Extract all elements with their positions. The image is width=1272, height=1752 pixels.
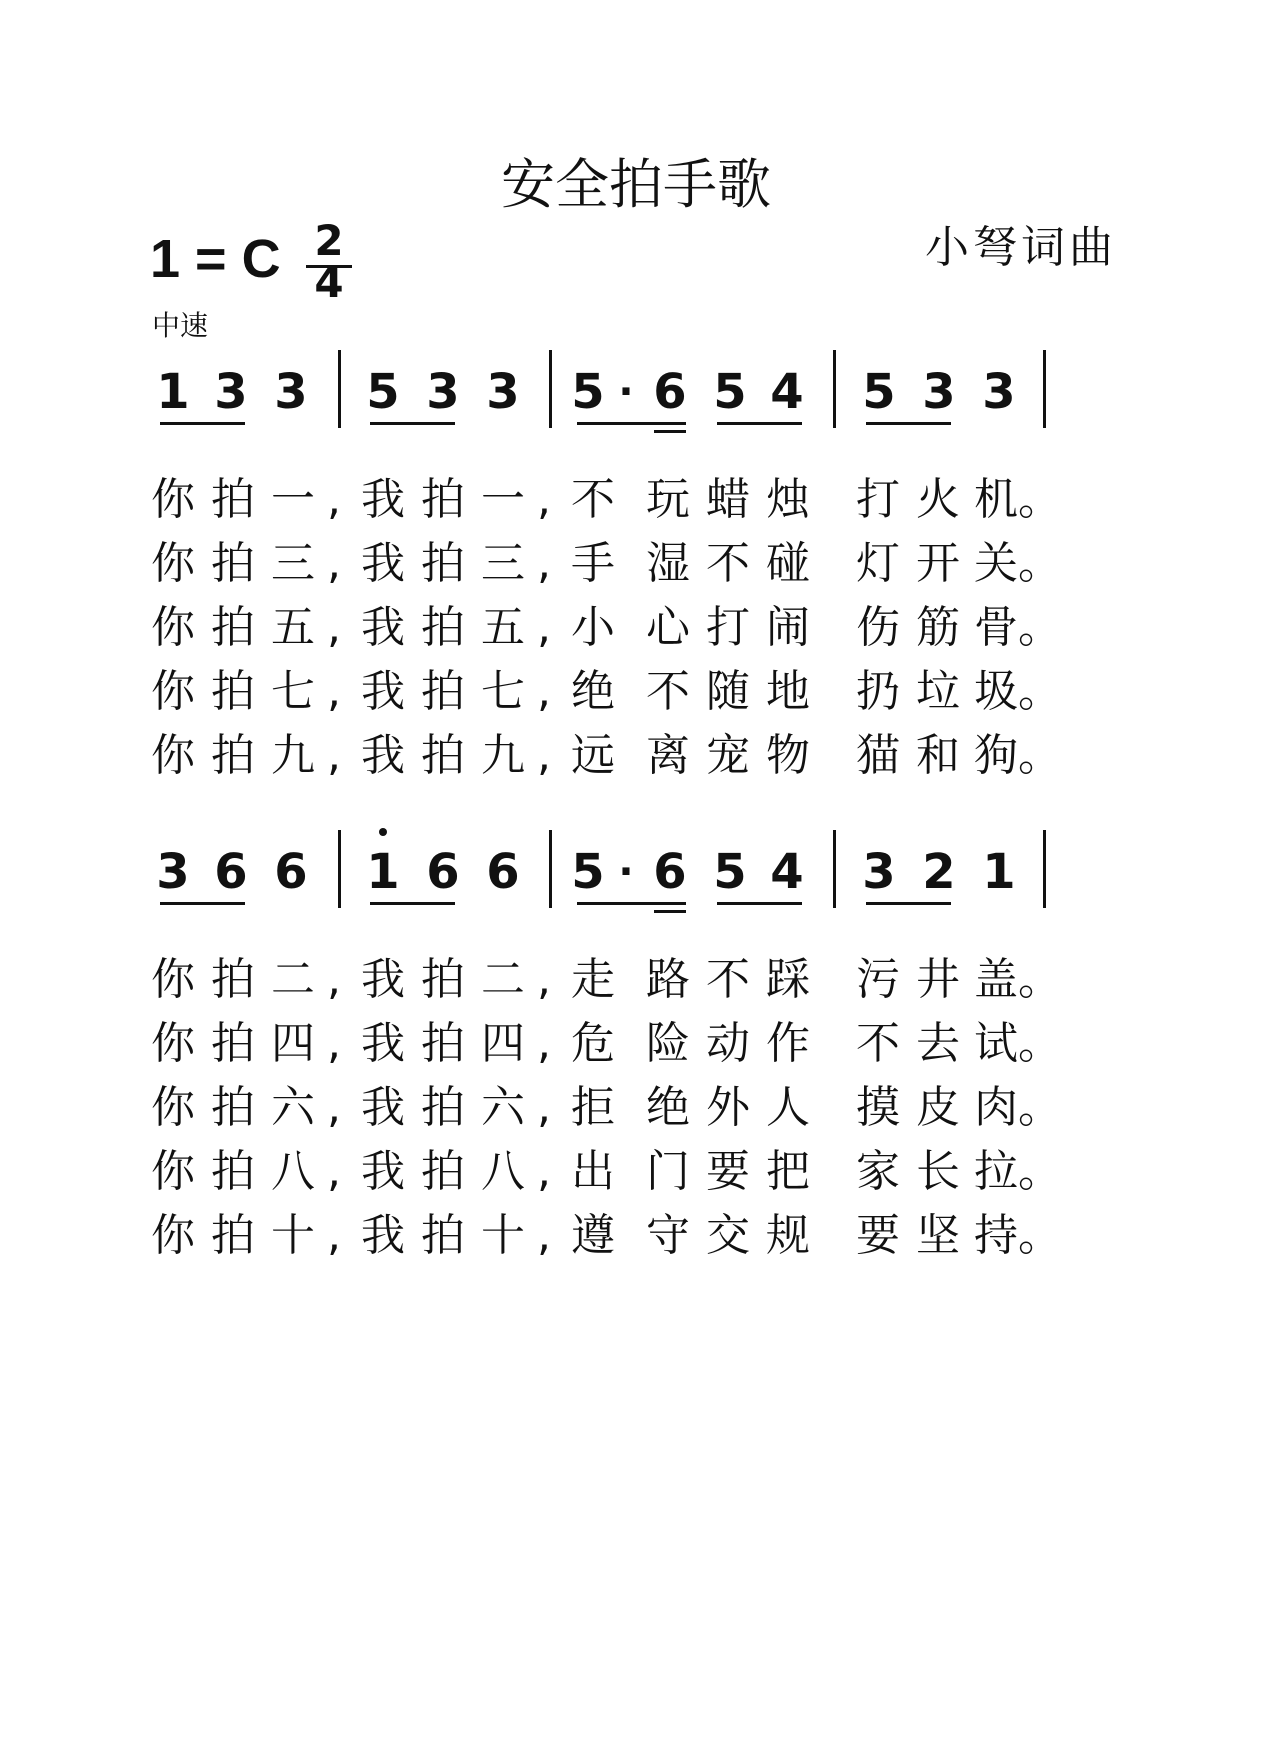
lyric-comma: ,: [327, 1146, 341, 1197]
lyric-char: 拍: [421, 666, 465, 717]
jianpu-note: 5: [571, 844, 605, 900]
jianpu-note: 3: [214, 364, 248, 420]
lyric-char: 烛: [766, 474, 810, 525]
lyric-char: 湿: [646, 538, 690, 589]
lyric-char: 手: [571, 538, 615, 589]
lyric-char: 十: [271, 1210, 315, 1261]
lyric-char: 你: [151, 602, 195, 653]
sixteenth-note-underline: [654, 430, 686, 433]
lyric-char: 动: [706, 1018, 750, 1069]
lyric-comma: ,: [327, 954, 341, 1005]
song-title: 安全拍手歌: [501, 153, 771, 216]
lyric-char: 拍: [211, 1146, 255, 1197]
jianpu-note: 2: [922, 844, 956, 900]
jianpu-note: 5: [713, 844, 747, 900]
bar-line: [1043, 350, 1046, 428]
lyric-char: 七: [481, 666, 525, 717]
lyric-char: 拍: [211, 730, 255, 781]
lyric-char: 肉。: [974, 1082, 1062, 1133]
eighth-note-underline: [370, 422, 455, 425]
lyric-char: 拍: [421, 474, 465, 525]
lyric-char: 门: [646, 1146, 690, 1197]
time-signature-denominator: 4: [314, 258, 344, 307]
composer-credit: 小弩词曲: [925, 222, 1117, 273]
jianpu-note: 3: [156, 844, 190, 900]
lyric-char: 摸: [856, 1082, 900, 1133]
lyric-char: 拍: [211, 1018, 255, 1069]
lyric-char: 九: [481, 730, 525, 781]
jianpu-note: 3: [862, 844, 896, 900]
dotted-rhythm-mark: ·: [618, 369, 634, 415]
lyric-char: 小: [571, 602, 615, 653]
lyric-char: 七: [271, 666, 315, 717]
lyric-char: 圾。: [974, 666, 1062, 717]
lyric-char: 我: [361, 602, 405, 653]
lyric-char: 盖。: [974, 954, 1062, 1005]
bar-line: [833, 830, 836, 908]
lyric-char: 我: [361, 666, 405, 717]
lyric-char: 拍: [421, 1210, 465, 1261]
lyric-char: 我: [361, 474, 405, 525]
lyric-char: 坚: [916, 1210, 960, 1261]
lyric-char: 五: [271, 602, 315, 653]
lyric-char: 皮: [916, 1082, 960, 1133]
lyric-char: 人: [766, 1082, 810, 1133]
lyric-char: 作: [766, 1018, 810, 1069]
lyric-char: 长: [916, 1146, 960, 1197]
bar-line: [549, 830, 552, 908]
lyric-char: 远: [571, 730, 615, 781]
lyric-char: 不: [646, 666, 690, 717]
lyric-char: 八: [481, 1146, 525, 1197]
lyric-char: 机。: [974, 474, 1062, 525]
lyric-char: 二: [271, 954, 315, 1005]
jianpu-note: 5: [713, 364, 747, 420]
lyric-char: 险: [646, 1018, 690, 1069]
lyric-char: 五: [481, 602, 525, 653]
lyric-char: 六: [481, 1082, 525, 1133]
lyric-char: 规: [766, 1210, 810, 1261]
lyric-comma: ,: [537, 1146, 551, 1197]
lyric-char: 拍: [421, 1146, 465, 1197]
lyric-char: 拍: [421, 1082, 465, 1133]
lyric-char: 物: [766, 730, 810, 781]
lyric-char: 拍: [211, 1210, 255, 1261]
lyric-char: 试。: [974, 1018, 1062, 1069]
eighth-note-underline: [717, 902, 802, 905]
lyric-char: 四: [481, 1018, 525, 1069]
lyric-char: 九: [271, 730, 315, 781]
lyric-char: 我: [361, 1146, 405, 1197]
lyric-char: 我: [361, 1018, 405, 1069]
lyric-comma: ,: [537, 1210, 551, 1261]
lyric-comma: ,: [327, 666, 341, 717]
lyric-char: 你: [151, 730, 195, 781]
lyric-comma: ,: [327, 730, 341, 781]
lyric-char: 我: [361, 1082, 405, 1133]
lyric-char: 遵: [571, 1210, 615, 1261]
lyric-char: 不: [706, 954, 750, 1005]
bar-line: [338, 350, 341, 428]
lyric-comma: ,: [537, 954, 551, 1005]
jianpu-note: 4: [770, 364, 804, 420]
jianpu-note: 3: [274, 364, 308, 420]
lyric-char: 六: [271, 1082, 315, 1133]
lyric-char: 心: [646, 602, 690, 653]
lyric-char: 十: [481, 1210, 525, 1261]
dotted-rhythm-mark: ·: [618, 849, 634, 895]
lyric-char: 井: [916, 954, 960, 1005]
lyric-char: 八: [271, 1146, 315, 1197]
lyric-char: 你: [151, 538, 195, 589]
lyric-comma: ,: [327, 1018, 341, 1069]
lyric-char: 拒: [571, 1082, 615, 1133]
lyric-char: 拍: [211, 474, 255, 525]
lyric-char: 伤: [856, 602, 900, 653]
lyric-char: 要: [856, 1210, 900, 1261]
lyric-char: 家: [856, 1146, 900, 1197]
tempo-marking: 中速: [152, 309, 209, 342]
jianpu-note: 6: [486, 844, 520, 900]
lyric-char: 三: [481, 538, 525, 589]
lyric-comma: ,: [537, 1018, 551, 1069]
jianpu-note: 3: [922, 364, 956, 420]
lyric-char: 开: [916, 538, 960, 589]
lyric-char: 不: [571, 474, 615, 525]
lyric-comma: ,: [327, 1082, 341, 1133]
lyric-char: 猫: [856, 730, 900, 781]
lyric-char: 拍: [421, 954, 465, 1005]
jianpu-note: 3: [982, 364, 1016, 420]
sixteenth-note-underline: [654, 910, 686, 913]
lyric-char: 你: [151, 666, 195, 717]
lyric-char: 你: [151, 474, 195, 525]
eighth-note-underline: [717, 422, 802, 425]
lyric-char: 碰: [766, 538, 810, 589]
lyric-comma: ,: [327, 538, 341, 589]
jianpu-note: 6: [426, 844, 460, 900]
lyric-char: 危: [571, 1018, 615, 1069]
lyric-char: 我: [361, 1210, 405, 1261]
bar-line: [1043, 830, 1046, 908]
jianpu-note: 6: [274, 844, 308, 900]
lyric-comma: ,: [327, 1210, 341, 1261]
lyric-char: 守: [646, 1210, 690, 1261]
lyric-char: 一: [481, 474, 525, 525]
jianpu-note: 6: [653, 364, 687, 420]
jianpu-note: 5: [571, 364, 605, 420]
lyric-char: 扔: [856, 666, 900, 717]
lyric-char: 绝: [646, 1082, 690, 1133]
lyric-comma: ,: [537, 666, 551, 717]
jianpu-note: 5: [366, 364, 400, 420]
lyric-char: 绝: [571, 666, 615, 717]
lyric-comma: ,: [537, 1082, 551, 1133]
bar-line: [549, 350, 552, 428]
lyric-comma: ,: [537, 538, 551, 589]
eighth-note-underline: [577, 422, 686, 425]
jianpu-note: 1: [156, 364, 190, 420]
lyric-char: 我: [361, 730, 405, 781]
lyric-char: 拍: [421, 1018, 465, 1069]
lyric-char: 持。: [974, 1210, 1062, 1261]
lyric-char: 蜡: [706, 474, 750, 525]
lyric-char: 打: [856, 474, 900, 525]
lyric-char: 你: [151, 1018, 195, 1069]
lyric-char: 你: [151, 1146, 195, 1197]
lyric-char: 地: [766, 666, 810, 717]
lyric-char: 把: [766, 1146, 810, 1197]
lyric-comma: ,: [537, 474, 551, 525]
high-octave-dot: [379, 828, 387, 836]
lyric-char: 污: [856, 954, 900, 1005]
lyric-char: 拍: [211, 666, 255, 717]
lyric-char: 筋: [916, 602, 960, 653]
lyric-char: 路: [646, 954, 690, 1005]
jianpu-note: 6: [653, 844, 687, 900]
jianpu-note: 3: [426, 364, 460, 420]
lyric-char: 走: [571, 954, 615, 1005]
jianpu-note: 1: [982, 844, 1016, 900]
lyric-comma: ,: [537, 602, 551, 653]
eighth-note-underline: [370, 902, 455, 905]
lyric-char: 随: [706, 666, 750, 717]
eighth-note-underline: [577, 902, 686, 905]
bar-line: [338, 830, 341, 908]
lyric-char: 你: [151, 954, 195, 1005]
lyric-comma: ,: [537, 730, 551, 781]
lyric-char: 不: [856, 1018, 900, 1069]
eighth-note-underline: [866, 902, 951, 905]
lyric-comma: ,: [327, 474, 341, 525]
lyric-char: 垃: [916, 666, 960, 717]
eighth-note-underline: [160, 422, 245, 425]
lyric-char: 宠: [706, 730, 750, 781]
lyric-char: 拍: [421, 730, 465, 781]
lyric-char: 你: [151, 1210, 195, 1261]
lyric-char: 你: [151, 1082, 195, 1133]
lyric-char: 四: [271, 1018, 315, 1069]
lyric-char: 离: [646, 730, 690, 781]
lyric-char: 出: [571, 1146, 615, 1197]
time-signature-numerator: 2: [314, 216, 344, 265]
lyric-char: 拍: [211, 602, 255, 653]
jianpu-note: 3: [486, 364, 520, 420]
key-signature: 1 = C: [150, 229, 281, 289]
lyric-char: 二: [481, 954, 525, 1005]
lyric-char: 我: [361, 954, 405, 1005]
lyric-char: 三: [271, 538, 315, 589]
lyric-char: 交: [706, 1210, 750, 1261]
lyric-char: 拍: [421, 538, 465, 589]
lyric-char: 拍: [211, 538, 255, 589]
lyric-char: 一: [271, 474, 315, 525]
lyric-char: 拉。: [974, 1146, 1062, 1197]
lyric-char: 踩: [766, 954, 810, 1005]
lyric-char: 和: [916, 730, 960, 781]
lyric-char: 火: [916, 474, 960, 525]
lyric-char: 狗。: [974, 730, 1062, 781]
lyric-char: 闹: [766, 602, 810, 653]
lyric-char: 拍: [211, 954, 255, 1005]
jianpu-note: 4: [770, 844, 804, 900]
lyric-char: 拍: [211, 1082, 255, 1133]
lyric-char: 灯: [856, 538, 900, 589]
jianpu-note: 6: [214, 844, 248, 900]
jianpu-note: 5: [862, 364, 896, 420]
lyric-char: 拍: [421, 602, 465, 653]
lyric-char: 要: [706, 1146, 750, 1197]
jianpu-note: 1: [366, 844, 400, 900]
lyric-char: 我: [361, 538, 405, 589]
lyric-char: 外: [706, 1082, 750, 1133]
eighth-note-underline: [160, 902, 245, 905]
lyric-char: 关。: [974, 538, 1062, 589]
lyric-char: 去: [916, 1018, 960, 1069]
lyric-char: 不: [706, 538, 750, 589]
lyric-comma: ,: [327, 602, 341, 653]
lyric-char: 打: [706, 602, 750, 653]
lyric-char: 骨。: [974, 602, 1062, 653]
eighth-note-underline: [866, 422, 951, 425]
bar-line: [833, 350, 836, 428]
lyric-char: 玩: [646, 474, 690, 525]
